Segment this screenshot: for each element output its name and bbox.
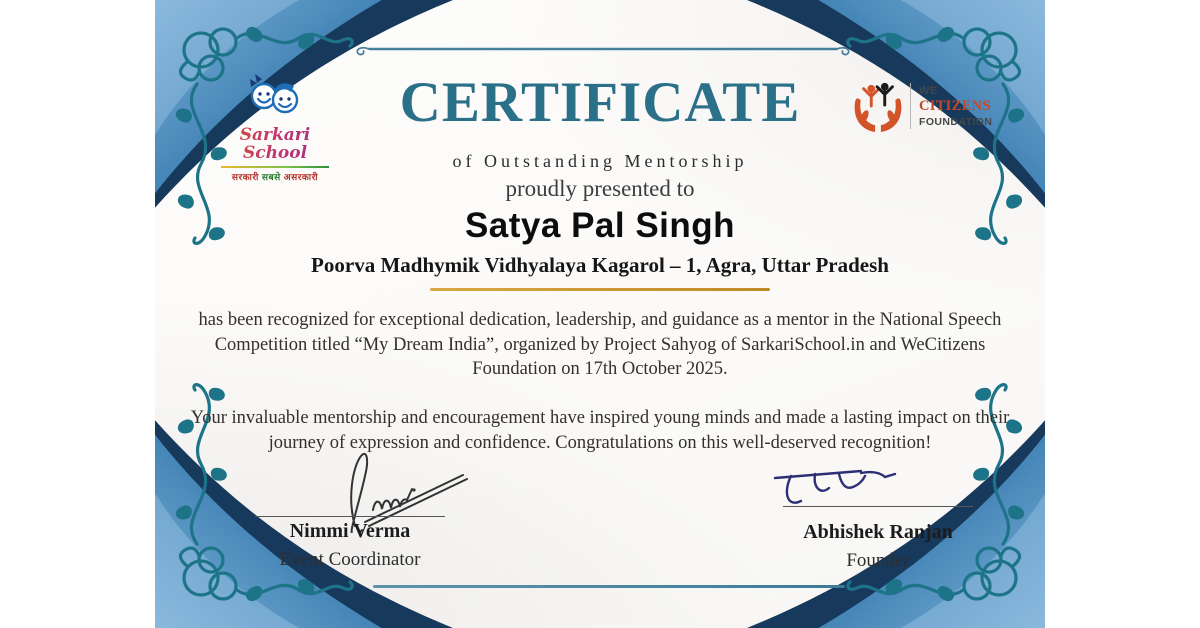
recipient-school: Poorva Madhymik Vidhyalaya Kagarol – 1, Agra, Uttar Pradesh — [311, 253, 889, 277]
recipient-name: Satya Pal Singh — [464, 206, 736, 245]
signatory-right-title: Founder — [846, 550, 910, 571]
sarkari-school-tagline: सरकारी सबसे असरकारी — [231, 172, 319, 183]
certificate — [155, 0, 1045, 628]
signatory-right-name: Abhishek Ranjan — [803, 521, 953, 543]
body-paragraph-2: Your invaluable mentorship and encouragement have inspired young minds and made a lasting impact on their journey of expression and confidence. Congratulations on this well-deserved recognition! — [190, 408, 1010, 453]
certificate-subtitle: of Outstanding Mentorship — [452, 151, 748, 171]
signatory-left — [225, 520, 475, 571]
signature-line-right — [783, 506, 973, 507]
name-underline-rule — [430, 288, 770, 291]
signature-scribble-right — [761, 462, 911, 517]
signature-line-left — [255, 516, 445, 517]
signatory-left-title: Event Coordinator — [279, 549, 421, 570]
presented-line: proudly presented to — [505, 176, 695, 201]
bottom-divider-rule — [373, 585, 845, 588]
sarkari-school-wordmark: Sarkari School — [207, 127, 343, 163]
we-citizens-line1: WE — [919, 84, 938, 97]
signatory-left-name: Nimmi Verma — [289, 520, 411, 542]
we-citizens-line2: CITIZENS — [919, 97, 991, 114]
we-citizens-line3: FOUNDATION — [919, 115, 993, 128]
body-paragraph-1: has been recognized for exceptional dedication, leadership, and guidance as a mentor in the National Speech Competition titled “My Dream India”, organized by Project Sahyog of SarkariSchool.in and WeCitizens Foundation on 17th October 2025. — [198, 310, 1002, 380]
top-divider-rule — [353, 40, 853, 58]
signatory-right — [753, 521, 1003, 572]
certificate-title: CERTIFICATE — [399, 71, 801, 134]
